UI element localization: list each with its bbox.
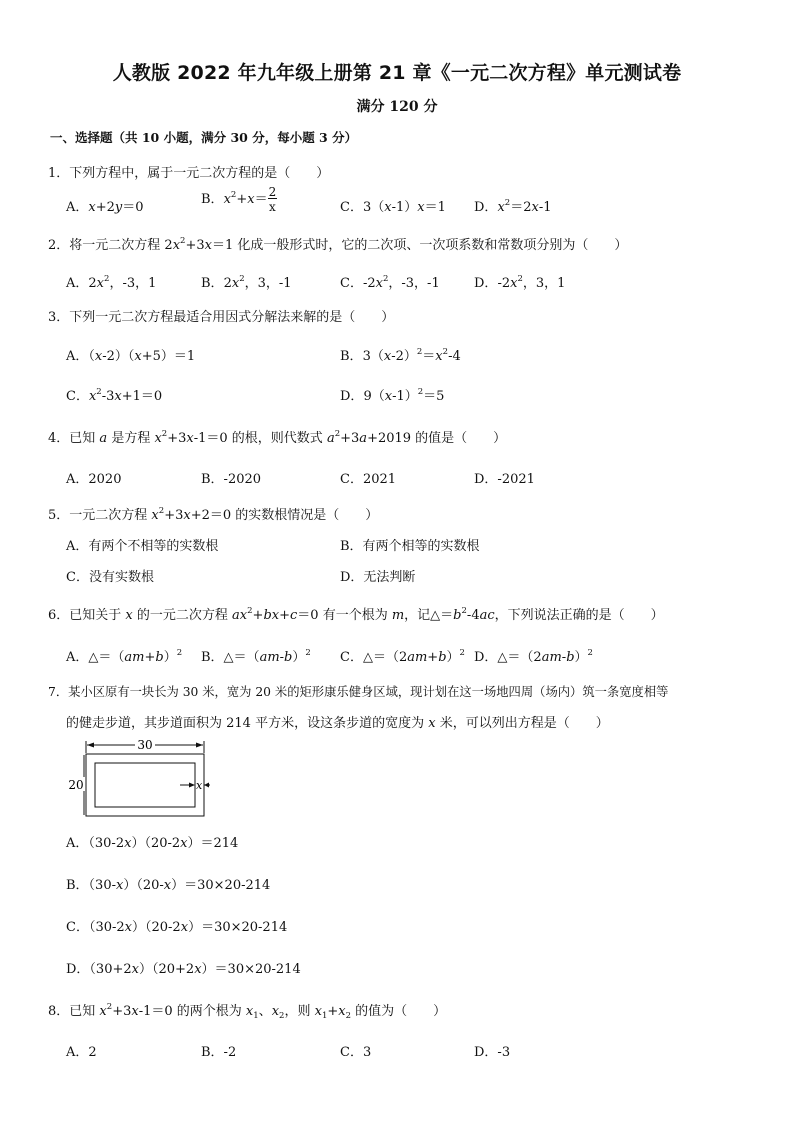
walkway-width-label: x (196, 779, 203, 792)
q1-option-d: D．$x^2=2x-1$ (474, 198, 552, 215)
q8-option-c: C．3 (340, 1045, 372, 1060)
question-7-line-2: 的健走步道，其步道面积为 214 平方米，设这条步道的宽度为 x 米，可以列出方程是（ ） (66, 716, 609, 731)
q8-option-a: A．2 (66, 1045, 97, 1060)
q2-option-c: C．$-2x^2$，-3，-1 (340, 274, 440, 291)
question-1 (48, 162, 329, 181)
question-2: 2．将一元二次方程 $2x^2+3x=1$ 化成一般形式时，它的二次项、一次项系数和常数项分别为（ ） (48, 236, 628, 253)
q3-option-a: A．（x-2）（x+5）＝1 (66, 349, 196, 364)
q7-option-a: A．（30-2x）（20-2x）＝214 (66, 836, 239, 851)
page-title: 人教版 2022 年九年级上册第 21 章《一元二次方程》单元测试卷 (112, 62, 682, 84)
section-heading: 一、选择题（共 10 小题，满分 30 分，每小题 3 分） (50, 130, 358, 145)
q3-option-b: B．$3(x-2)^2=x^2-4$ (340, 347, 461, 364)
q6-option-d: D．$\triangle=(2am-b)^2$ (474, 648, 593, 665)
q5-option-a: A．有两个不相等的实数根 (66, 539, 219, 554)
q2-option-d: D．$-2x^2$，3，1 (474, 274, 566, 291)
question-7-line-1: 7．某小区原有一块长为 30 米，宽为 20 米的矩形康乐健身区域，现计划在这一场地四周（场内）筑一条宽度相等 (48, 685, 669, 699)
arrow-left (87, 743, 94, 748)
q1-option-b: B．$x^2+x=$ $\frac{2}{x}$ (201, 185, 277, 214)
q5-option-b: B．有两个相等的实数根 (340, 539, 480, 554)
q3-option-c: C．$x^2-3x+1=0$ (66, 387, 163, 404)
q7-option-c: C．（30-2x）（20-2x）＝30×20-214 (66, 920, 288, 935)
question-number: 1． (48, 166, 70, 181)
q1-option-a: A．x+2y＝0 (66, 200, 144, 215)
question-5: 5．一元二次方程 $x^2+3x+2=0$ 的实数根情况是（ ） (48, 506, 379, 523)
q7-option-d: D．（30+2x）（20+2x）＝30×20-214 (66, 962, 301, 977)
q2-option-a: A．$2x^2$，-3，1 (66, 274, 157, 291)
arrow-right (196, 743, 203, 748)
question-6: 6．已知关于 x 的一元二次方程 $ax^2+bx+c=0$ 有一个根为 m，记$\triangle=b^2-4ac$，下列说法正确的是（ ） (48, 606, 664, 623)
question-8: 8．已知 $x^2+3x-1=0$ 的两个根为 $x_1$、$x_2$，则 $x_1+x_2$ 的值为（ ） (48, 1002, 447, 1021)
q4-option-d: D．-2021 (474, 472, 535, 487)
q6-option-a: A．$\triangle=(am+b)^2$ (66, 648, 183, 665)
q3-option-d: D．$9(x-1)^2=5$ (340, 387, 445, 404)
q1-option-c: C．3（x-1）x＝1 (340, 200, 446, 215)
width-label: 20 (68, 778, 84, 792)
fraction: $\frac{2}{x}$ (268, 185, 277, 214)
question-3: 3．下列一元二次方程最适合用因式分解法来解的是（ ） (48, 310, 395, 325)
q6-option-b: B．$\triangle=(am-b)^2$ (201, 648, 311, 665)
walkway-diagram (64, 734, 212, 820)
q4-option-a: A．2020 (66, 472, 122, 487)
length-label: 30 (137, 738, 153, 752)
q6-option-c: C．$\triangle=(2am+b)^2$ (340, 648, 465, 665)
q4-option-c: C．2021 (340, 472, 397, 487)
q5-option-c: C．没有实数根 (66, 570, 154, 585)
question-text: 下列方程中，属于一元二次方程的是（ ） (69, 166, 330, 181)
q2-option-b: B．$2x^2$，3，-1 (201, 274, 292, 291)
q7-option-b: B．（30-x）（20-x）＝30×20-214 (66, 878, 271, 893)
q8-option-b: B．-2 (201, 1045, 237, 1060)
page-subtitle: 满分 120 分 (356, 99, 438, 115)
q4-option-b: B．-2020 (201, 472, 262, 487)
q8-option-d: D．-3 (474, 1045, 511, 1060)
q5-option-d: D．无法判断 (340, 570, 416, 585)
question-4: 4．已知 a 是方程 $x^2+3x-1=0$ 的根，则代数式 $a^2+3a+2019$ 的值是（ ） (48, 429, 507, 446)
